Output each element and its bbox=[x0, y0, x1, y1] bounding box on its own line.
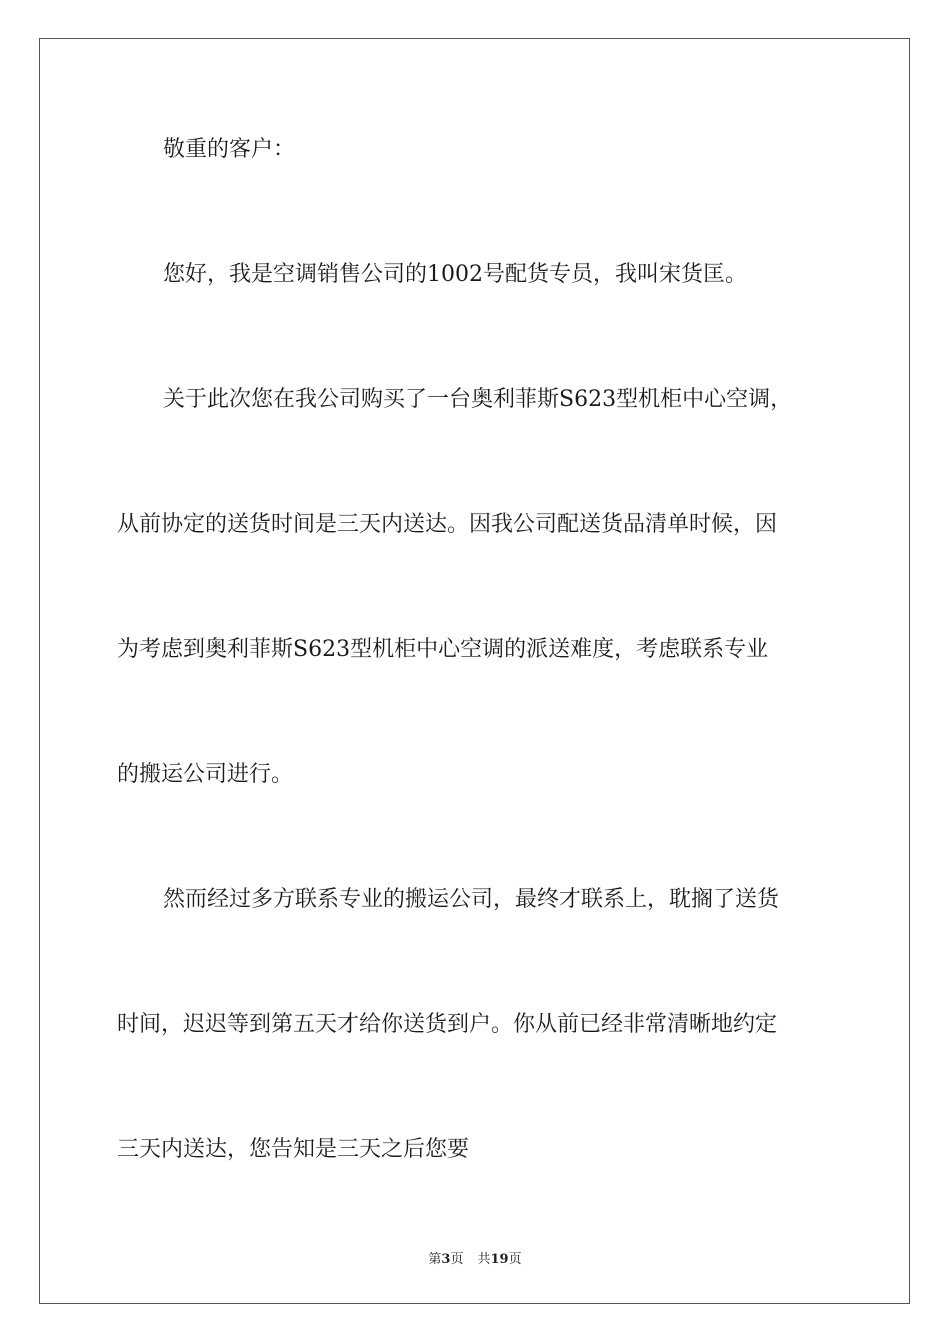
paragraph-line: 的搬运公司进行。 bbox=[117, 762, 294, 787]
page-number: 3 bbox=[441, 1252, 451, 1267]
paragraph-line: 然而经过多方联系专业的搬运公司，最终才联系上，耽搁了送货 bbox=[163, 887, 780, 912]
total-suffix: 页 bbox=[508, 1252, 522, 1267]
salutation: 敬重的客户： bbox=[163, 137, 296, 162]
page-suffix: 页 bbox=[450, 1252, 464, 1267]
page-prefix: 第 bbox=[428, 1252, 442, 1267]
paragraph-line: 时间，迟迟等到第五天才给你送货到户。你从前已经非常清晰地约定 bbox=[117, 1012, 778, 1037]
paragraph-line: 从前协定的送货时间是三天内送达。因我公司配送货品清单时候，因 bbox=[117, 512, 778, 537]
paragraph-line: 为考虑到奥利菲斯S623型机柜中心空调的派送难度，考虑联系专业 bbox=[117, 637, 769, 662]
page-frame bbox=[39, 38, 910, 1304]
paragraph-line: 您好，我是空调销售公司的1002号配货专员，我叫宋货匡。 bbox=[163, 262, 747, 287]
page-footer bbox=[0, 1248, 950, 1267]
paragraph-line: 关于此次您在我公司购买了一台奥利菲斯S623型机柜中心空调， bbox=[163, 387, 793, 412]
total-prefix: 共 bbox=[477, 1252, 491, 1267]
total-pages: 19 bbox=[490, 1252, 509, 1267]
paragraph-line: 三天内送达，您告知是三天之后您要 bbox=[117, 1137, 470, 1162]
